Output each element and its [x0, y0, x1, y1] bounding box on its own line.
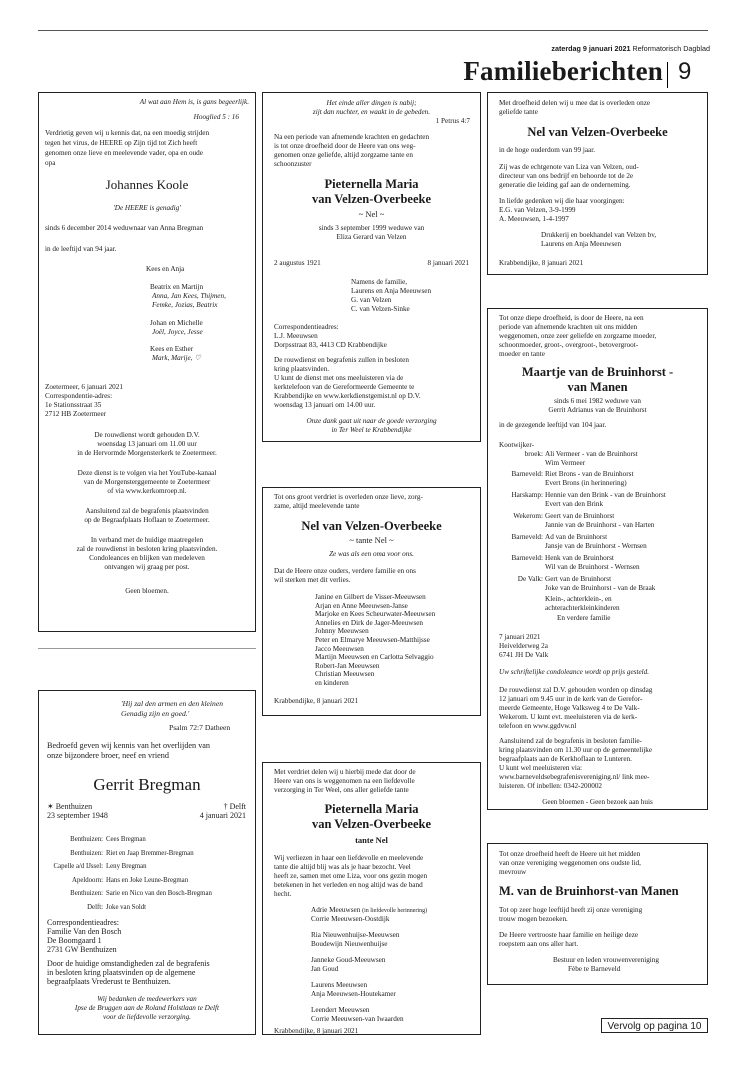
motto: Ze was als een oma voor ons.	[329, 550, 414, 558]
address-line: Familie Van den Bosch	[47, 927, 122, 936]
text-line: E.G. van Velzen, 3-9-1999	[499, 206, 576, 214]
birth-place: ✶ Benthuizen	[47, 802, 93, 811]
text-line: betekenen in het verleden en nog altijd was de band	[274, 881, 423, 889]
family-name: Riet en Jaap Bremmer-Bregman	[106, 849, 194, 857]
family-name: Evert van den Brink	[545, 500, 604, 508]
text-line: Met verdriet delen wij u hierbij mede dat door de	[274, 768, 416, 776]
family-name: Hennie van den Brink - van de Bruinhorst	[545, 491, 666, 499]
family-name: Johnny Meeuwsen	[315, 627, 369, 636]
text-line: genomen onze geliefde, altijd zorgzame tante en	[274, 151, 413, 159]
bible-quote: Het einde aller dingen is nabij;	[326, 99, 417, 107]
top-rule	[38, 30, 708, 31]
family-name: Ria Nieuwenhuijse-Meeuwsen	[311, 931, 400, 939]
acknowledgement: Wij bedanken de medewerkers van	[97, 995, 197, 1003]
family-name: Leendert Meeuwsen	[311, 1006, 370, 1014]
family-name: Riet Brons - van de Bruinhorst	[545, 470, 634, 478]
text-line: schoonzuster	[274, 160, 312, 168]
address-line: De Boomgaard 1	[47, 936, 102, 945]
text-line: Met droefheid delen wij u mee dat is overleden onze	[499, 99, 651, 107]
family-place: Barneveld:	[511, 533, 543, 541]
family-name-text: Adrie Meeuwsen	[311, 906, 361, 914]
text-line: kring plaatsvinden.	[274, 365, 330, 373]
text-line: in de leeftijd van 94 jaar.	[45, 245, 117, 253]
place-date: Zoetermeer, 6 januari 2021	[45, 383, 123, 391]
text-line: De rouwdienst wordt gehouden D.V.	[94, 431, 200, 439]
header-divider	[667, 62, 668, 88]
text-line: De rouwdienst en begrafenis zullen in besloten	[274, 356, 409, 364]
address-line: 1e Stationsstraat 35	[45, 401, 102, 409]
family-place: Wekerom:	[513, 512, 543, 520]
page-number: 9	[678, 58, 692, 85]
deceased-name: Pieternella Maria	[324, 802, 419, 816]
motto: 'De HEERE is genadig'	[113, 204, 181, 212]
continued-on-page-link[interactable]: Vervolg op pagina 10	[601, 1018, 708, 1033]
family-children: Femke, Jozias, Beatrix	[152, 301, 218, 309]
text-line: in de hoge ouderdom van 99 jaar.	[499, 146, 596, 154]
family-name: Leny Bregman	[106, 863, 147, 870]
text-line: heeft ze, samen met ome Liza, voor ons gezin mogen	[274, 872, 428, 880]
family-name: Jan Goud	[311, 965, 339, 973]
text-line: zame, altijd meelevende tante	[274, 502, 360, 510]
text-line: www.barneveldsebegrafenisvereniging.nl/ link mee-	[499, 773, 650, 781]
text-line: op de Begraafplaats Hoflaan te Zoetermeer.	[84, 516, 210, 524]
family-name: Kees en Anja	[146, 265, 185, 273]
bible-quote: Al wat aan Hem is, is gans begeerlijk.	[139, 98, 249, 106]
family-name: Anja Meeuwsen-Houtekamer	[311, 990, 396, 998]
text-line: U kunt wel meeluisteren via:	[499, 764, 583, 772]
acknowledgement: voor de liefdevolle verzorging.	[103, 1013, 191, 1021]
text-line: In liefde gedenken wij die haar voorgingen:	[499, 197, 625, 205]
family-name: Christian Meeuwsen	[315, 670, 375, 679]
family-name: achterachterkleinkinderen	[545, 604, 620, 612]
text-line: Verdrietig geven wij u kennis dat, na een moedig strijden	[45, 129, 210, 137]
family-place: Benthuizen:	[70, 836, 103, 843]
text-line: woensdag 13 januari om 14.00 uur.	[274, 401, 376, 409]
notice-nel-company	[487, 92, 708, 275]
family-name: Laurens Meeuwsen	[311, 981, 368, 989]
family-name: Namens de familie,	[351, 278, 408, 286]
text-line: directeur van ons bedrijf en behoorde tot de 2e	[499, 172, 634, 180]
family-name: Jannie van de Bruinhorst - van Harten	[545, 521, 655, 529]
text-line: sinds 6 december 2014 weduwnaar van Anna Bregman	[45, 224, 204, 232]
sender-name: Laurens en Anja Meeuwsen	[541, 240, 622, 248]
text-line: kring plaatsvinden om 11.30 uur op de gemeentelijke	[499, 746, 653, 754]
place-date: Krabbendijke, 8 januari 2021	[274, 697, 359, 705]
text-line: periode van afnemende krachten uit ons midden	[499, 323, 638, 331]
deceased-name: Nel van Velzen-Overbeeke	[301, 519, 442, 533]
family-name: Sarie en Nico van den Bosch-Bregman	[106, 890, 212, 897]
deceased-name: van Velzen-Overbeeke	[311, 192, 432, 206]
family-place: Barneveld:	[511, 554, 543, 562]
text-line: Gerrit Adrianus van de Bruinhorst	[548, 406, 647, 414]
text-line: Aansluitend zal de begrafenis in besloten familie-	[499, 737, 642, 745]
text-line: 12 januari om 9.45 uur in de kerk van de Gerefor-	[499, 695, 643, 703]
text-line: opa	[45, 159, 56, 167]
family-name: Geert van de Bruinhorst	[545, 512, 615, 520]
text-line: tegen het virus, de HEERE op Zijn tijd tot Zich heeft	[45, 139, 198, 147]
text-line: moeder en tante	[499, 350, 545, 358]
family-name: Boudewijn Nieuwenhuijse	[311, 940, 388, 948]
text-line: geliefde tante	[499, 108, 538, 116]
notice-vrouwenvereniging	[487, 843, 708, 985]
text-line: Tot op zeer hoge leeftijd heeft zij onze vereniging	[499, 906, 643, 914]
text-line: In verband met de huidige maatregelen	[90, 536, 204, 544]
text-line: Heere van ons is weggenomen na een liefdevolle	[274, 777, 415, 785]
place-date: Krabbendijke, 8 januari 2021	[274, 1027, 359, 1035]
family-name: Arjan en Anne Meeuwsen-Janse	[315, 601, 408, 610]
text-line: A. Meeuwsen, 1-4-1997	[499, 215, 569, 223]
bible-reference: 1 Petrus 4:7	[435, 117, 470, 125]
divider	[38, 648, 256, 649]
address-line: Heivelderweg 2a	[499, 642, 548, 650]
text-line: Geen bloemen.	[125, 587, 169, 595]
text-line: wil sterken met dit verlies.	[274, 576, 351, 584]
text-line: woensdag 13 januari om 11.00 uur	[97, 440, 197, 448]
family-name: Janine en Gilbert de Visser-Meeuwsen	[315, 593, 426, 601]
bible-reference: Hooglied 5 : 16	[193, 113, 239, 121]
text-line: luisteren. Of inbellen: 0342-200002	[499, 782, 603, 790]
nickname: ~ Nel ~	[358, 209, 385, 219]
deceased-name: van Manen	[567, 380, 628, 394]
text-line: onze bijzondere broer, neef en vriend	[47, 751, 169, 760]
text-line: in besloten kring plaatsvinden op de algemene	[47, 968, 196, 977]
notice-pieternella-family	[262, 762, 481, 1035]
text-line: genomen onze lieve en meelevende vader, opa en oude	[45, 149, 203, 157]
header-paper: Reformatorisch Dagblad	[632, 44, 710, 53]
family-place: broek:	[524, 450, 543, 458]
text-line: U kunt de dienst met ons meeluisteren via de	[274, 374, 404, 382]
sender-name: Bestuur en leden vrouwenvereniging	[553, 956, 659, 964]
text-line: Aansluitend zal de begrafenis plaatsvinden	[85, 507, 209, 515]
deceased-name: M. van de Bruinhorst-van Manen	[499, 884, 679, 898]
family-name: Annelies en Dirk de Jager-Meeuwsen	[315, 618, 424, 627]
address-label: Correspondentieadres:	[47, 918, 119, 927]
memorial-note: (in liefdevolle herinnering)	[362, 908, 428, 914]
text-line: in de gezegende leeftijd van 104 jaar.	[499, 421, 607, 429]
text-line: sinds 3 september 1999 weduwe van	[318, 224, 425, 232]
family-place: Capelle a/d IJssel:	[53, 863, 103, 870]
text-line: van de Morgensterggemeente te Zoetermeer	[83, 478, 211, 486]
nickname: ~ tante Nel ~	[349, 535, 394, 545]
sender-name: Drukkerij en boekhandel van Velzen bv,	[541, 231, 657, 239]
text-line: Bedroefd geven wij kennis van het overlijden van	[47, 741, 211, 750]
address-line: 2712 HB Zoetermeer	[45, 410, 107, 418]
text-line: De rouwdienst zal D.V. gehouden worden op dinsdag	[499, 686, 653, 694]
address-line: Dorpsstraat 83, 4413 CD Krabbendijke	[274, 341, 387, 349]
family-name: Martijn Meeuwsen en Carlotta Selvaggio	[315, 653, 434, 662]
family-name: Jansje van de Bruinhorst - Wernsen	[545, 542, 647, 550]
family-place: Harskamp:	[511, 491, 543, 499]
bible-quote: 'Hij zal den armen en den kleinen	[121, 699, 224, 708]
text-line: ontvangen wij graag per post.	[104, 563, 190, 571]
bible-quote: zijt dan nuchter, en waakt in de gebeden.	[312, 108, 431, 116]
notice-koole	[38, 92, 256, 632]
family-place: Benthuizen:	[70, 890, 103, 897]
acknowledgement: in Ter Weel te Krabbendijke	[331, 426, 412, 434]
text-line: Krabbendijke en www.kerkdienstgemist.nl op D.V.	[274, 392, 421, 400]
deceased-name: Johannes Koole	[105, 177, 189, 192]
text-line: De Heere vertrooste haar familie en heilige deze	[499, 931, 639, 939]
text-line: weggenomen, onze zeer geliefde en zorgzame moeder,	[499, 332, 657, 340]
address-label: Correspondentie-adres:	[45, 392, 113, 400]
text-line: Na een periode van afnemende krachten en gedachten	[274, 133, 430, 141]
text-line: Condoleances en blijken van medeleven	[89, 554, 205, 562]
condolence-note: Uw schriftelijke condoleance wordt op prijs gesteld.	[499, 668, 650, 676]
notice-nel-nephews	[262, 487, 481, 716]
address-line: L.J. Meeuwsen	[274, 332, 318, 340]
deceased-name: Pieternella Maria	[324, 177, 419, 191]
family-place: De Valk:	[517, 575, 543, 583]
notice-bregman	[38, 690, 256, 1035]
text-line: generatie die leiding gaf aan de onderneming.	[499, 181, 631, 189]
acknowledgement: Ipse de Bruggen aan de Roland Holstlaan te Delft	[74, 1004, 220, 1012]
text-line: van onze vereniging weggenomen ons oudste lid,	[499, 859, 641, 867]
family-name: Laurens en Anja Meeuwsen	[351, 287, 432, 295]
family-children: Anna, Jan Kees, Thijmen,	[152, 292, 226, 300]
family-name: Corrie Meeuwsen-van Iwaarden	[311, 1015, 404, 1023]
birth-date: 2 augustus 1921	[274, 259, 321, 267]
birth-date: 23 september 1948	[47, 811, 108, 820]
text-line: Door de huidige omstandigheden zal de begrafenis	[47, 959, 210, 968]
text-line: Geen bloemen - Geen bezoek aan huis	[542, 798, 653, 806]
family-name: C. van Velzen-Sinke	[351, 305, 410, 313]
text-line: Wij verliezen in haar een liefdevolle en meelevende	[274, 854, 424, 862]
family-name: Beatrix en Martijn	[150, 283, 204, 291]
text-line: Zij was de echtgenote van Liza van Velzen, oud-	[499, 163, 639, 171]
text-line: in de Hervormde Morgensterkerk te Zoetermeer.	[77, 449, 217, 457]
header-date: zaterdag 9 januari 2021	[551, 44, 631, 53]
family-name: Kees en Esther	[150, 345, 194, 353]
text-line: Wekerom. U kunt evt. meeluisteren via de kerk-	[499, 713, 638, 721]
death-date: 8 januari 2021	[427, 259, 469, 267]
family-name: Henk van de Bruinhorst	[545, 554, 614, 562]
family-name: Janneke Goud-Meeuwsen	[311, 956, 386, 964]
family-name: Johan en Michelle	[150, 319, 203, 327]
text-line: roepstem aan ons aller hart.	[499, 940, 579, 948]
death-date: 4 januari 2021	[199, 811, 246, 820]
nickname: tante Nel	[355, 835, 388, 845]
family-place: Kootwijker-	[499, 441, 534, 449]
text-line: meerde Gemeente, Hoge Valksweg 4 te De Valk-	[499, 704, 640, 712]
notice-maartje	[487, 308, 708, 810]
address-label: Correspondentieadres:	[274, 323, 339, 331]
place-date: Krabbendijke, 8 januari 2021	[499, 259, 584, 267]
family-place: Delft:	[87, 903, 103, 911]
family-name: Ali Vermeer - van de Bruinhorst	[545, 450, 638, 458]
text-line: trouw mogen bezoeken.	[499, 915, 568, 923]
death-place: † Delft	[223, 802, 246, 811]
text-line: Tot onze droefheid heeft de Heere uit het midden	[499, 850, 641, 858]
family-name: Cees Bregman	[106, 836, 146, 843]
text-line: of via www.kerkomroep.nl.	[107, 487, 187, 495]
text-line: hecht.	[274, 890, 292, 898]
text-line: Dat de Heere onze ouders, verdere familie en ons	[274, 567, 416, 575]
text-line: Deze dienst is te volgen via het YouTube-kanaal	[77, 469, 217, 477]
family-name: Evert Brons (in herinnering)	[545, 479, 627, 487]
family-name: En verdere familie	[557, 614, 611, 622]
address-line: 6741 JH De Valk	[499, 651, 549, 659]
text-line: begraafplaats Vrederust te Benthuizen.	[47, 977, 171, 986]
text-line: verzorging in Ter Weel, ons aller geliefde tante	[274, 786, 409, 794]
family-name: en kinderen	[315, 679, 349, 687]
bible-quote: Genadig zijn en goed.'	[121, 709, 190, 718]
text-line: is tot onze droefheid door de Heere van ons weg-	[274, 142, 416, 150]
sender-name: Fèbe te Barneveld	[568, 965, 621, 973]
text-line: Eliza Gerard van Velzen	[336, 233, 407, 241]
notice-pieternella	[262, 92, 481, 442]
family-name: Wil van de Bruinhorst - Wernsen	[545, 563, 640, 571]
address-line: 2731 GW Benthuizen	[47, 945, 117, 954]
text-line: zal de rouwdienst in besloten kring plaatsvinden.	[76, 545, 218, 553]
text-line: telefoon en www.ggdvw.nl	[499, 722, 577, 730]
text-line: mevrouw	[499, 868, 527, 876]
deceased-name: van Velzen-Overbeeke	[311, 817, 432, 831]
family-children: Mark, Marije, ♡	[152, 354, 201, 362]
family-place: Benthuizen:	[70, 849, 103, 857]
family-place: Apeldoorn:	[72, 876, 103, 884]
bible-reference: Psalm 72:7 Datheen	[169, 723, 231, 732]
text-line: Tot ons groot verdriet is overleden onze lieve, zorg-	[274, 493, 423, 501]
family-name: Klein-, achterklein-, en	[545, 595, 612, 603]
family-name: Corrie Meeuwsen-Oostdijk	[311, 915, 390, 923]
place-date: 7 januari 2021	[499, 633, 541, 641]
acknowledgement: Onze dank gaat uit naar de goede verzorging	[306, 417, 437, 425]
family-place: Barneveld:	[511, 470, 543, 478]
family-name: G. van Velzen	[351, 296, 392, 304]
family-name: Wim Vermeer	[545, 459, 586, 467]
text-line: schoonmoeder, groot-, overgroot-, betovergroot-	[499, 341, 639, 349]
text-line: Tot onze diepe droefheid, is door de Heere, na een	[499, 314, 644, 322]
family-name: Joke van Soldt	[106, 903, 147, 911]
text-line: begraafplaats aan de Kerkhoflaan te Lunteren.	[499, 755, 632, 763]
header-dateline	[440, 44, 710, 53]
family-name: Gert van de Bruinhorst	[545, 575, 612, 583]
family-children: Joël, Joyce, Jesse	[152, 328, 203, 336]
text-line: kerktelefoon van de Gereformeerde Gemeente te	[274, 383, 415, 391]
family-name: Jacco Meeuwsen	[315, 644, 364, 653]
family-name: Marjoke en Kees Scheurwater-Meeuwsen	[315, 610, 436, 619]
deceased-name: Nel van Velzen-Overbeeke	[527, 125, 668, 139]
deceased-name: Maartje van de Bruinhorst -	[521, 365, 674, 379]
text-line: tante die altijd blij was als je haar bezocht. Veel	[274, 863, 411, 871]
deceased-name: Gerrit Bregman	[93, 775, 201, 794]
text-line: sinds 6 mei 1982 weduwe van	[554, 397, 641, 405]
family-name: Hans en Joke Leune-Bregman	[106, 876, 189, 884]
family-name: Joke van de Bruinhorst - van de Braak	[545, 584, 656, 592]
family-name: Ad van de Bruinhorst	[545, 533, 608, 541]
page-title: Familieberichten	[463, 56, 663, 86]
family-name: Peter en Elmarye Meeuwsen-Matthijsse	[315, 636, 430, 644]
family-name: Robert-Jan Meeuwsen	[315, 661, 380, 670]
